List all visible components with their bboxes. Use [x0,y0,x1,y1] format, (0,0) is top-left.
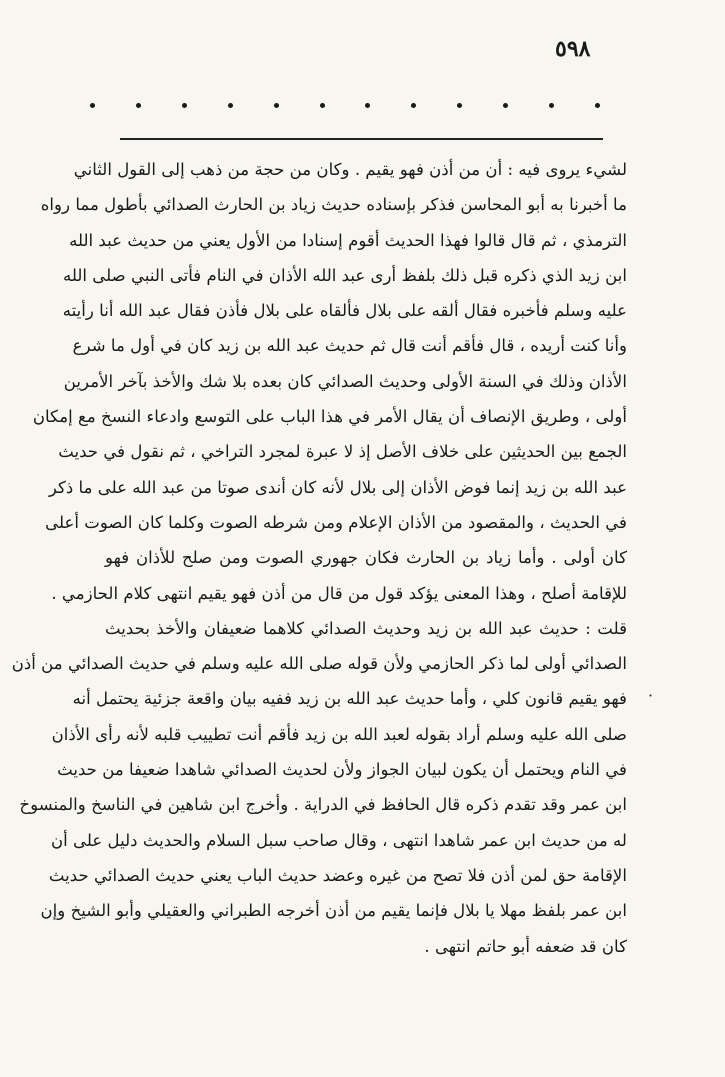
ornament-dot [228,103,233,108]
text-line: كان أولى . وأما زياد بن الحارث فكان جهوري الصوت ومن صلح للأذان فهو [105,548,627,568]
text-line: في الحديث ، والمقصود من الأذان الإعلام ومن شرطه الصوت وكلما كان الصوت أعلى [45,512,627,532]
text-line: صلى الله عليه وسلم أراد بقوله لعبد الله بن زيد فأقم أنت تطييب قلبه لأنه رأى الأذان [51,724,627,744]
text-line: قلت : حديث عبد الله بن زيد وحديث الصدائي كلاهما ضعيفان والأخذ بحديث [105,618,627,638]
ornament-dot [411,103,416,108]
text-line: أولى ، وطريق الإنصاف أن يقال الأمر في هذا الباب على التوسع وادعاء النسخ مع إمكان [32,407,627,427]
text-line: في النام ويحتمل أن يكون لبيان الجواز ولأن لحديث الصدائي شاهدا ضعيفا من حديث [57,760,627,780]
ornament-dot [274,103,279,108]
text-line: عبد الله بن زيد إنما فوض الأذان إلى بلال لأنه كان أندى صوتا من عبد الله على ما ذكر [48,477,627,497]
text-line: لشيء يروى فيه : أن من أذن فهو يقيم . وكان من حجة من ذهب إلى القول الثاني [73,160,627,179]
ornament-dot [365,103,370,108]
text-line: عليه وسلم فأخبره فقال ألقه على بلال فألقاه على بلال فأذن فقال عبد الله أنا رأيته [62,301,627,321]
text-line: ابن عمر وقد تقدم ذكره قال الحافظ في الدراية . وأخرج ابن شاهين في الناسخ والمنسوخ [19,795,627,815]
text-line: فهو يقيم قانون كلي ، وأما حديث عبد الله بن زيد ففيه بيان واقعة جزئية يحتمل أنه [72,689,627,709]
text-line: الإقامة حق لمن أذن فلا تصح من غيره وعضد حديث الباب يعني حديث الصدائي حديث [48,865,627,885]
body-text [11,152,627,964]
text-line: للإقامة أصلح ، وهذا المعنى يؤكد قول من قال من أذن فهو يقيم انتهى كلام الحازمي . [51,583,627,603]
ornament-dot [90,103,95,108]
text-line: الجمع بين الحديثين على خلاف الأصل إذ لا عبرة لمجرد التراخي ، ثم نقول في حديث [58,442,627,462]
ornament-dot [182,103,187,108]
text-line: الترمذي ، ثم قال قالوا فهذا الحديث أقوم إسنادا من الأول يعني من حديث عبد الله [69,230,627,250]
ornament-dot [457,103,462,108]
ornament-dot [595,103,600,108]
text-line: الأذان وذلك في السنة الأولى وحديث الصدائي كان بعده بلا شك والأخذ بآخر الأمرين [63,371,627,391]
ornament-dot [549,103,554,108]
text-line: ابن زيد الذي ذكره قبل ذلك بلفظ أرى عبد الله الأذان في النام فأتى النبي صلى الله [62,265,627,285]
header-rule [120,138,603,140]
ornament-dot [503,103,508,108]
page-number: ٥٩٨ [555,36,591,62]
text-line: الصدائي أولى لما ذكر الحازمي ولأن قوله صلى الله عليه وسلم في حديث الصدائي من أذن [11,654,627,674]
text-line: ابن عمر بلفظ مهلا يا بلال فإنما يقيم من أذن أخرجه الطبراني والعقيلي وأبو الشيخ وإن [40,901,627,921]
margin-mark: · [648,686,654,705]
text-line: ما أخبرنا به أبو المحاسن فذكر بإسناده حديث زياد بن الحارث الصدائي بأطول مما رواه [40,195,627,215]
ornamental-dots [90,103,600,123]
ornament-dot [136,103,141,108]
text-line: كان قد ضعفه أبو حاتم انتهى . [424,936,627,956]
text-line: وأنا كنت أريده ، قال فأقم أنت قال ثم حديث عبد الله بن زيد كان في أول ما شرع [72,336,627,356]
ornament-dot [320,103,325,108]
text-line: له من حديث ابن عمر شاهدا انتهى ، وقال صاحب سبل السلام والحديث دليل على أن [50,830,627,850]
